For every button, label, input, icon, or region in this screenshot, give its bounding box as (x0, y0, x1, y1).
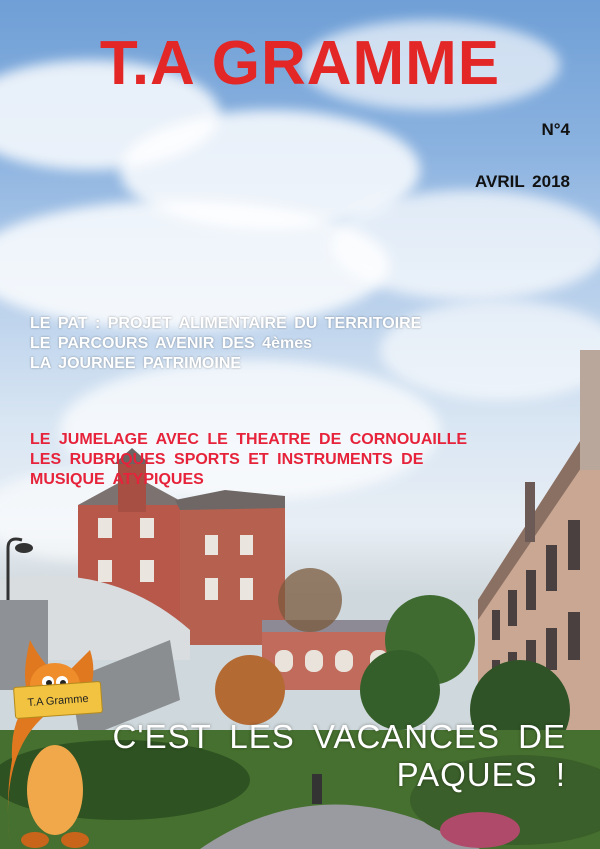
issue-date: AVRIL 2018 (475, 172, 570, 191)
headline-jumelage: LE JUMELAGE AVEC LE THEATRE DE CORNOUAILLE (30, 431, 468, 448)
mascot-drawing (0, 640, 120, 849)
lamp-head (15, 543, 33, 553)
second-building-roof (175, 490, 285, 510)
headlines-white (30, 314, 421, 374)
headline-musique: MUSIQUE ATYPIQUES (30, 471, 204, 488)
autumn-tree (215, 655, 285, 725)
vacances-line-1: C'EST LES VACANCES DE (112, 718, 566, 755)
autumn-tree (278, 568, 342, 632)
headline-pat: LE PAT : PROJET ALIMENTAIRE DU TERRITOIRE (30, 315, 422, 332)
headline-rubriques: LES RUBRIQUES SPORTS ET INSTRUMENTS DE (30, 451, 424, 468)
magazine-title: T.A GRAMME (99, 29, 501, 98)
issue-number: N°4 (541, 120, 570, 139)
headlines-red (30, 430, 570, 490)
mascot-sign: T.A Gramme (13, 681, 103, 719)
squirrel-mascot-icon (0, 640, 120, 849)
headline-parcours-avenir: LE PARCOURS AVENIR DES 4èmes (30, 335, 312, 352)
vacances-line-2: PAQUES ! (396, 756, 566, 793)
chimney (525, 482, 535, 542)
flower-bed (440, 812, 520, 848)
right-building-corner (580, 350, 600, 470)
headline-journee-patrimoine: LA JOURNEE PATRIMOINE (30, 355, 242, 372)
